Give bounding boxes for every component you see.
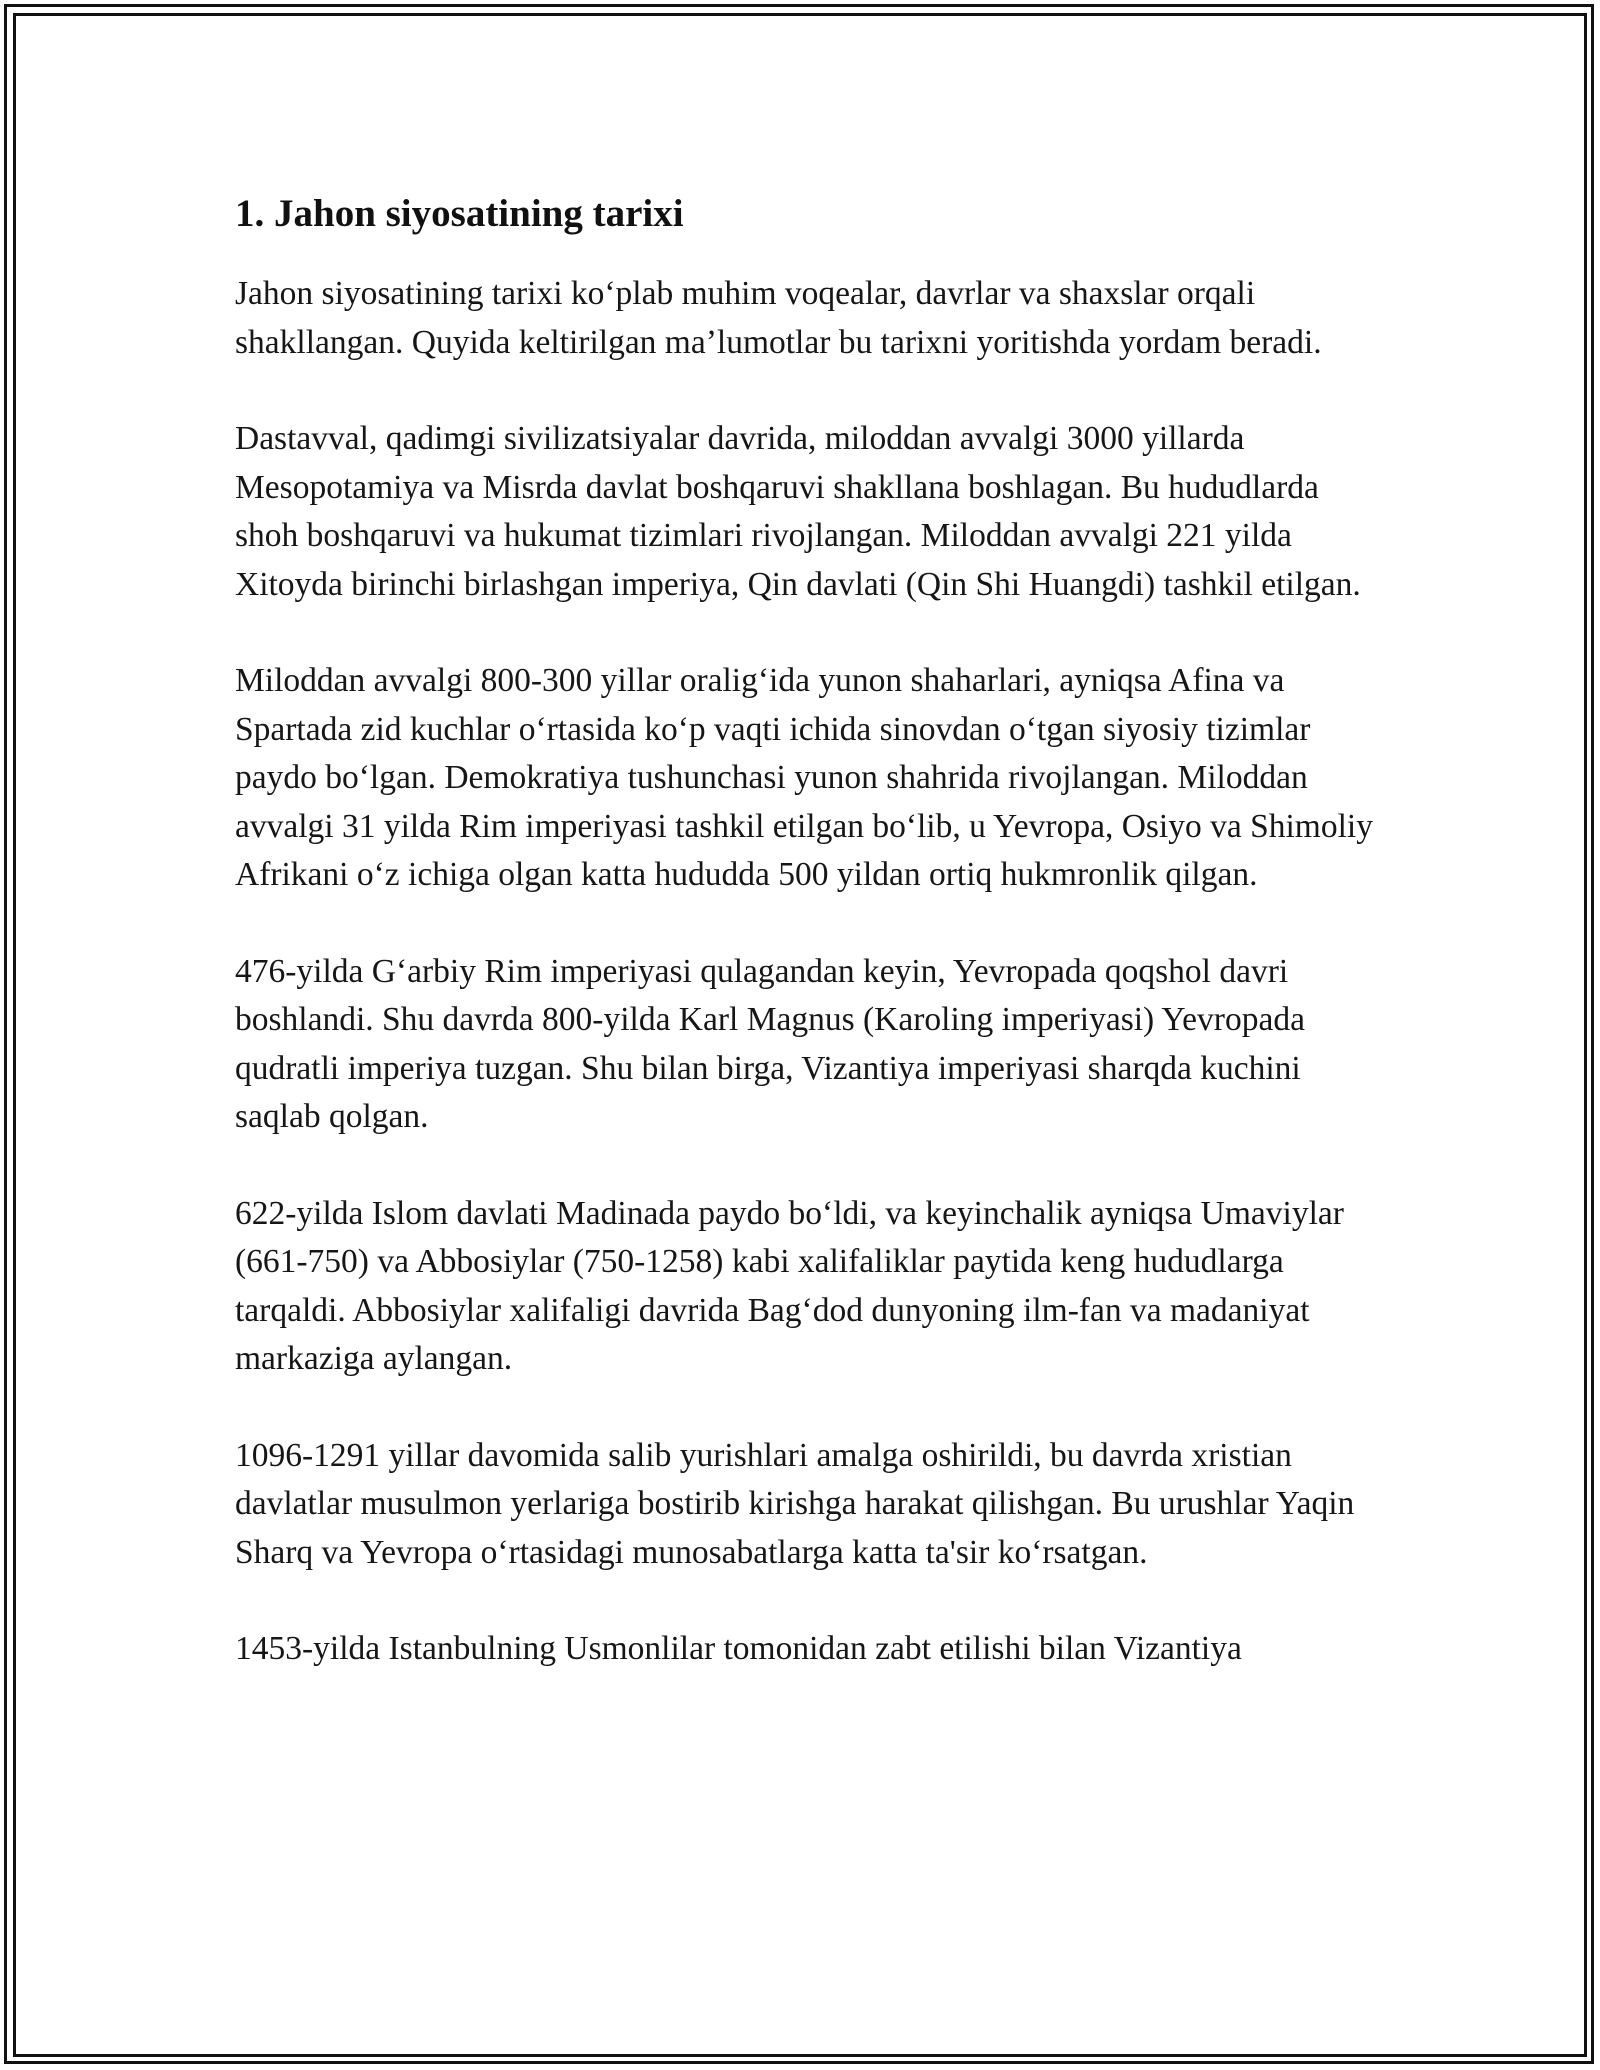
paragraph-medieval-europe: 476-yilda Gʻarbiy Rim imperiyasi qulagandan keyin, Yevropada qoqshol davri boshlandi. Shu davrda 800-yilda Karl Magnus (Karoling imperiyasi) Yevropada qudratli imperiya tuzgan. Shu bilan birga, Vizantiya imperiyasi sharqda kuchini saqlab qolgan. xyxy=(235,952,1305,1135)
document-page xyxy=(235,188,1380,1722)
paragraph-ancient-civilizations: Dastavval, qadimgi sivilizatsiyalar davrida, miloddan avvalgi 3000 yillarda Mesopotamiya va Misrda davlat boshqaruvi shakllana boshlagan. Bu hududlarda shoh boshqaruvi va hukumat tizimlari rivojlangan. Miloddan avvalgi 221 yilda Xitoyda birinchi birlashgan imperiya, Qin davlati (Qin Shi Huangdi) tashkil etilgan. xyxy=(235,420,1361,603)
paragraph-greece-rome: Miloddan avvalgi 800-300 yillar oraligʻida yunon shaharlari, ayniqsa Afina va Spartada zid kuchlar oʻrtasida koʻp vaqti ichida sinovdan oʻtgan siyosiy tizimlar paydo boʻlgan. Demokratiya tushunchasi yunon shahrida rivojlangan. Miloddan avvalgi 31 yilda Rim imperiyasi tashkil etilgan boʻlib, u Yevropa, Osiyo va Shimoliy Afrikani oʻz ichiga olgan katta hududda 500 yildan ortiq hukmronlik qilgan. xyxy=(235,662,1373,893)
paragraph-crusades: 1096-1291 yillar davomida salib yurishlari amalga oshirildi, bu davrda xristian davlatlar musulmon yerlariga bostirib kirishga harakat qilishgan. Bu urushlar Yaqin Sharq va Yevropa oʻrtasidagi munosabatlarga katta ta'sir koʻrsatgan. xyxy=(235,1436,1355,1571)
paragraph-islamic-state: 622-yilda Islom davlati Madinada paydo boʻldi, va keyinchalik ayniqsa Umaviylar (661-750) va Abbosiylar (750-1258) kabi xalifaliklar paytida keng hududlarga tarqaldi. Abbosiylar xalifaligi davrida Bagʻdod dunyoning ilm-fan va madaniyat markaziga aylangan. xyxy=(235,1194,1344,1377)
paragraph-constantinople: 1453-yilda Istanbulning Usmonlilar tomonidan zabt etilishi bilan Vizantiya xyxy=(235,1630,1242,1667)
section-heading: 1. Jahon siyosatining tarixi xyxy=(235,192,684,235)
paragraph-intro: Jahon siyosatining tarixi koʻplab muhim voqealar, davrlar va shaxslar orqali shakllangan. Quyida keltirilgan maʼlumotlar bu tarixni yoritishda yordam beradi. xyxy=(235,275,1322,361)
